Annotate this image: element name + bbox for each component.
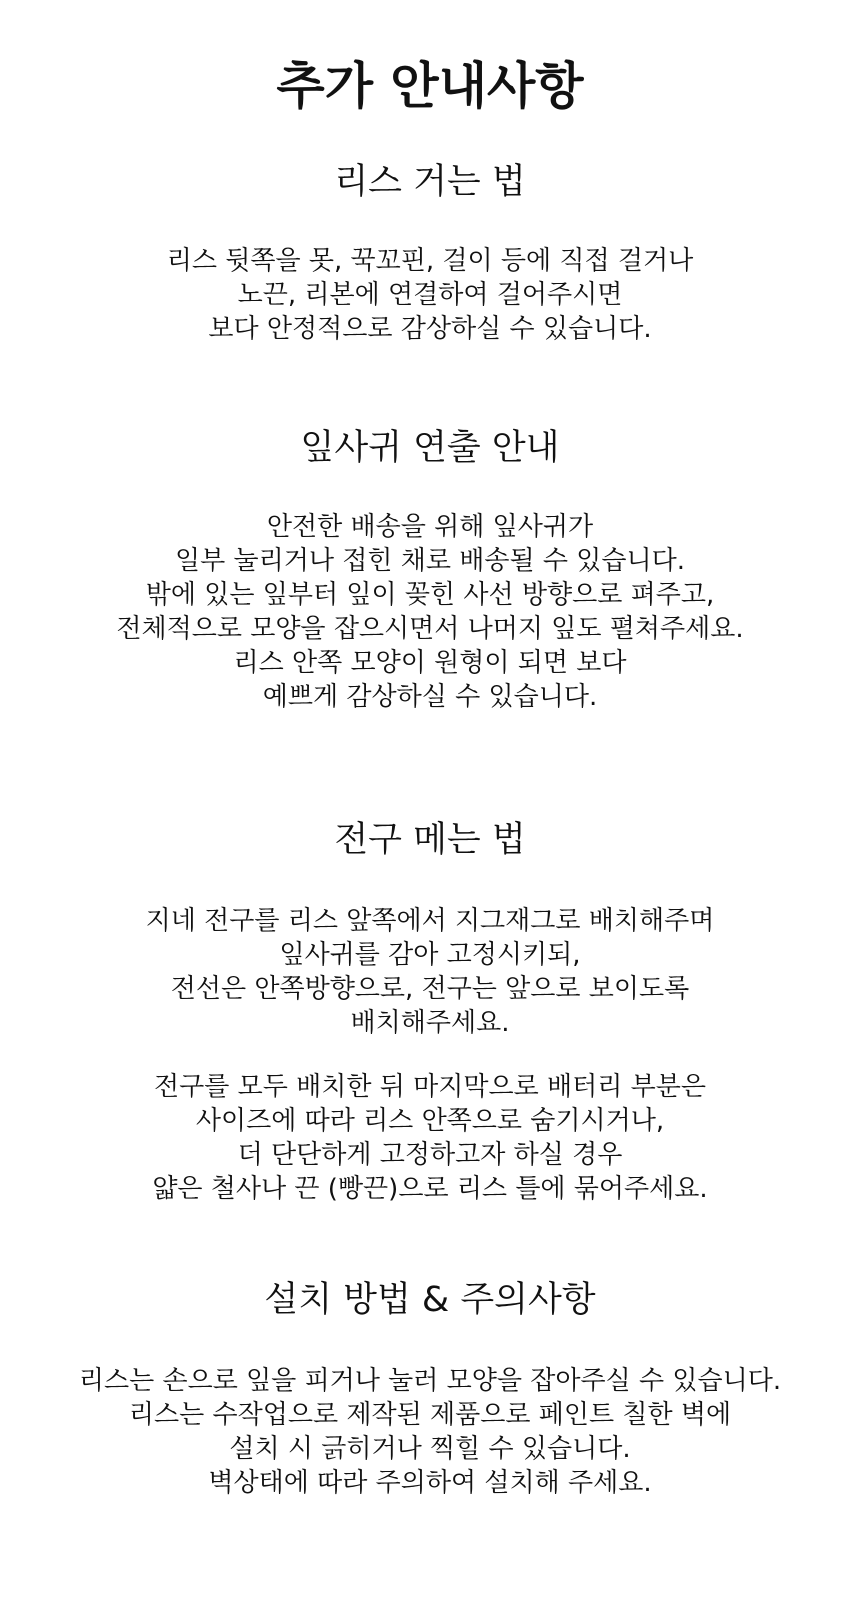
paragraph-line: 설치 시 긁히거나 찍힐 수 있습니다. bbox=[229, 1434, 631, 1464]
paragraph-line: 사이즈에 따라 리스 안쪽으로 숨기시거나, bbox=[195, 1106, 665, 1136]
paragraph-line: 벽상태에 따라 주의하여 설치해 주세요. bbox=[208, 1468, 652, 1498]
paragraph-line: 전구를 모두 배치한 뒤 마지막으로 배터리 부분은 bbox=[154, 1072, 706, 1102]
paragraph-line: 얇은 철사나 끈 (빵끈)으로 리스 틀에 묶어주세요. bbox=[152, 1174, 708, 1204]
paragraph-line: 배치해주세요. bbox=[350, 1008, 510, 1038]
section-heading-wreath-hanging: 리스 거는 법 bbox=[334, 162, 526, 202]
section-heading-leaf-styling: 잎사귀 연출 안내 bbox=[300, 428, 560, 468]
paragraph-line: 노끈, 리본에 연결하여 걸어주시면 bbox=[237, 280, 623, 310]
section-paragraph-installation bbox=[0, 1364, 860, 1500]
section-paragraph-leaf-styling bbox=[0, 510, 860, 714]
paragraph-line: 지네 전구를 리스 앞쪽에서 지그재그로 배치해주며 bbox=[145, 906, 715, 936]
paragraph-line: 잎사귀를 감아 고정시키되, bbox=[279, 940, 581, 970]
paragraph-line: 리스 안쪽 모양이 원형이 되면 보다 bbox=[233, 648, 627, 678]
paragraph-line: 밖에 있는 잎부터 잎이 꽂힌 사선 방향으로 펴주고, bbox=[145, 580, 715, 610]
paragraph-line: 일부 눌리거나 접힌 채로 배송될 수 있습니다. bbox=[175, 546, 685, 576]
page-title: 추가 안내사항 bbox=[276, 57, 584, 115]
paragraph-line: 예쁘게 감상하실 수 있습니다. bbox=[262, 682, 598, 712]
section-paragraph-wreath-hanging bbox=[0, 244, 860, 346]
paragraph-line: 전체적으로 모양을 잡으시면서 나머지 잎도 펼쳐주세요. bbox=[116, 614, 744, 644]
section-paragraph-light-bulb-2 bbox=[0, 1070, 860, 1206]
section-heading-installation: 설치 방법 & 주의사항 bbox=[264, 1280, 596, 1320]
paragraph-line: 리스는 수작업으로 제작된 제품으로 페인트 칠한 벽에 bbox=[128, 1400, 732, 1430]
paragraph-line: 보다 안정적으로 감상하실 수 있습니다. bbox=[208, 314, 652, 344]
paragraph-line: 안전한 배송을 위해 잎사귀가 bbox=[266, 512, 594, 542]
paragraph-line: 리스 뒷쪽을 못, 꾹꼬핀, 걸이 등에 직접 걸거나 bbox=[166, 246, 694, 276]
section-heading-light-bulb: 전구 메는 법 bbox=[334, 820, 526, 860]
paragraph-line: 더 단단하게 고정하고자 하실 경우 bbox=[237, 1140, 623, 1170]
paragraph-line: 전선은 안쪽방향으로, 전구는 앞으로 보이도록 bbox=[170, 974, 690, 1004]
paragraph-line: 리스는 손으로 잎을 피거나 눌러 모양을 잡아주실 수 있습니다. bbox=[78, 1366, 782, 1396]
section-paragraph-light-bulb-1 bbox=[0, 904, 860, 1040]
